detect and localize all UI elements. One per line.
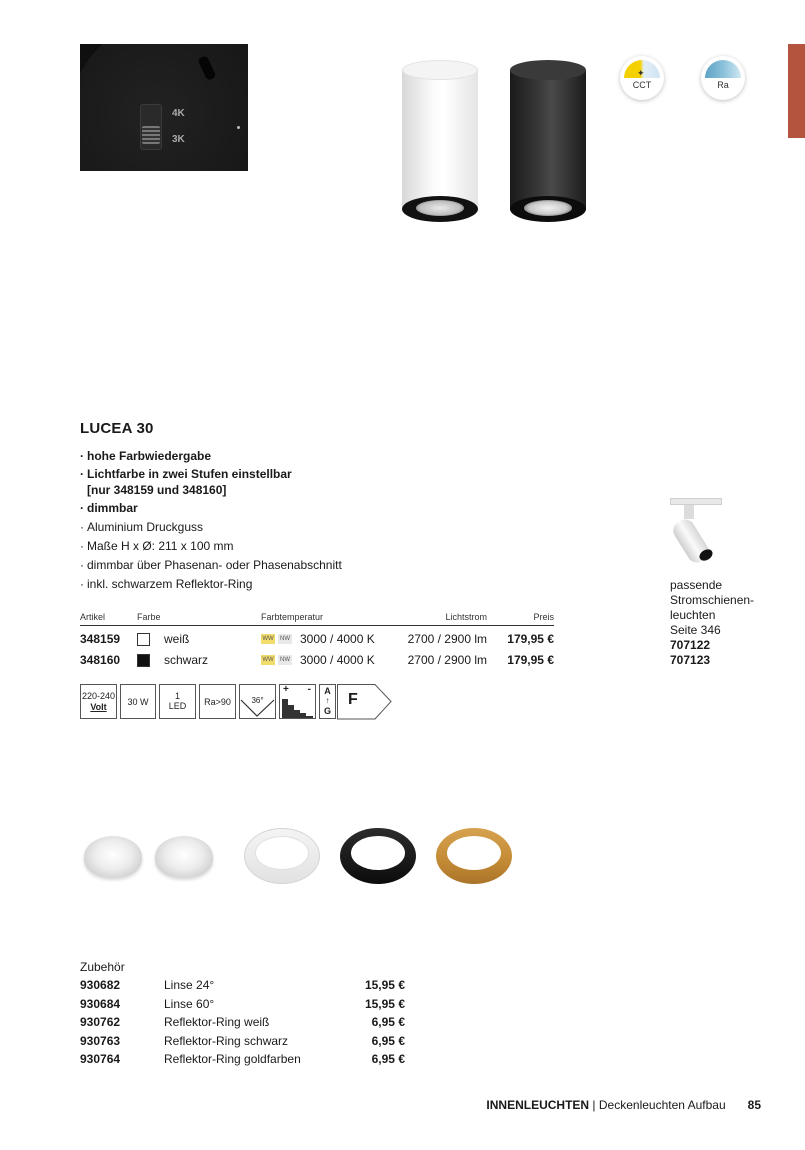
energy-class-icon: [337, 684, 393, 720]
page-footer: [486, 1098, 761, 1112]
chapter-tab: [788, 44, 805, 138]
cct-arrow-icon: ✦: [637, 68, 645, 78]
footer-subsection: Deckenleuchten Aufbau: [598, 1098, 726, 1112]
accessories-list: [80, 960, 410, 1071]
cct-switch-knob: [142, 126, 160, 144]
track-light-photo: [670, 498, 722, 570]
ring-black-photo: [340, 828, 416, 884]
product-title: LUCEA 30: [80, 420, 154, 437]
feature-bold-2: · Lichtfarbe in zwei Stufen einstellbar [nur 348159 und 348160]: [80, 467, 292, 497]
color-swatch: [137, 633, 150, 646]
page-number: 85: [747, 1098, 761, 1112]
cri-icon: Ra>90: [199, 684, 236, 719]
voltage-icon: 220-240 Volt: [80, 684, 117, 719]
wattage-icon: 30 W: [120, 684, 156, 719]
feature-3: · dimmbar über Phasenan- oder Phasenabschnitt: [80, 558, 342, 572]
list-item: 930682 Linse 24° 15,95 €: [80, 978, 405, 992]
nw-icon: NW: [280, 657, 290, 663]
row-farbe: weiß: [164, 632, 190, 646]
list-item: 930764 Reflektor-Ring goldfarben 6,95 €: [80, 1052, 405, 1067]
spec-table: [80, 610, 554, 670]
dimmable-icon: + -: [279, 684, 316, 719]
ww-icon: WW: [262, 636, 274, 642]
row-artikel: 348159: [80, 632, 121, 646]
side-note-article: 707122: [670, 638, 711, 652]
switch-detail-photo: [80, 44, 248, 171]
ring-white-photo: [244, 828, 320, 884]
lamp-dot: [237, 126, 240, 129]
table-row: [80, 649, 554, 670]
feature-bold-3: · dimmbar: [80, 501, 138, 515]
header-artikel: Artikel: [80, 612, 106, 622]
feature-bold-1: · hohe Farbwiedergabe: [80, 449, 212, 463]
cct-badge-label: CCT: [632, 80, 652, 90]
side-note: [670, 578, 790, 668]
ra-badge-label: Ra: [717, 80, 729, 90]
beam-angle-icon: 36°: [239, 684, 276, 719]
lens-60-photo: [155, 836, 213, 878]
side-note-line: Stromschienen-: [670, 593, 755, 607]
table-header: [80, 610, 554, 626]
nw-icon: NW: [280, 636, 290, 642]
row-lumen: 2700 / 2900 lm: [407, 632, 487, 646]
header-preis: Preis: [533, 612, 554, 622]
row-price: 179,95 €: [507, 653, 554, 667]
feature-1: · Aluminium Druckguss: [80, 520, 204, 534]
switch-label-3k: 3K: [172, 134, 185, 145]
table-row: [80, 628, 554, 649]
row-farbe: schwarz: [164, 653, 209, 667]
header-lichtstrom: Lichtstrom: [445, 612, 487, 622]
row-temp: 3000 / 4000 K: [300, 653, 375, 667]
accessories-title: Zubehör: [80, 960, 125, 974]
side-note-line: passende: [670, 578, 723, 592]
footer-separator: |: [589, 1098, 599, 1112]
list-item: 930762 Reflektor-Ring weiß 6,95 €: [80, 1015, 405, 1030]
lens-24-photo: [84, 836, 142, 878]
feature-list: [80, 448, 520, 594]
feature-2: · Maße H x Ø: 211 x 100 mm: [80, 539, 234, 553]
ww-icon: WW: [262, 657, 274, 663]
switch-label-4k: 4K: [172, 108, 185, 119]
list-item: 930684 Linse 60° 15,95 €: [80, 996, 405, 1011]
footer-section: INNENLEUCHTEN: [486, 1098, 590, 1112]
feature-4: · inkl. schwarzem Reflektor-Ring: [80, 577, 253, 591]
lamp-disc: [80, 44, 248, 171]
row-price: 179,95 €: [507, 632, 554, 646]
led-icon: 1 LED: [159, 684, 196, 719]
product-photo-black: [510, 60, 586, 220]
ring-gold-photo: [436, 828, 512, 884]
side-note-article: 707123: [670, 653, 711, 667]
color-swatch: [137, 654, 150, 667]
product-photo-white: [402, 60, 478, 220]
row-artikel: 348160: [80, 653, 121, 667]
spec-icons: [80, 684, 400, 720]
side-note-line: Seite 346: [670, 623, 721, 637]
row-temp: 3000 / 4000 K: [300, 632, 375, 646]
list-item: 930763 Reflektor-Ring schwarz 6,95 €: [80, 1033, 405, 1048]
ra-badge: [701, 56, 745, 100]
header-farbe: Farbe: [137, 612, 161, 622]
side-note-line: leuchten: [670, 608, 716, 622]
energy-scale-icon: A ↑ G: [319, 684, 336, 719]
cct-badge: [620, 56, 664, 100]
energy-class-label: F: [348, 691, 358, 708]
row-lumen: 2700 / 2900 lm: [407, 653, 487, 667]
header-farbtemperatur: Farbtemperatur: [261, 612, 324, 622]
